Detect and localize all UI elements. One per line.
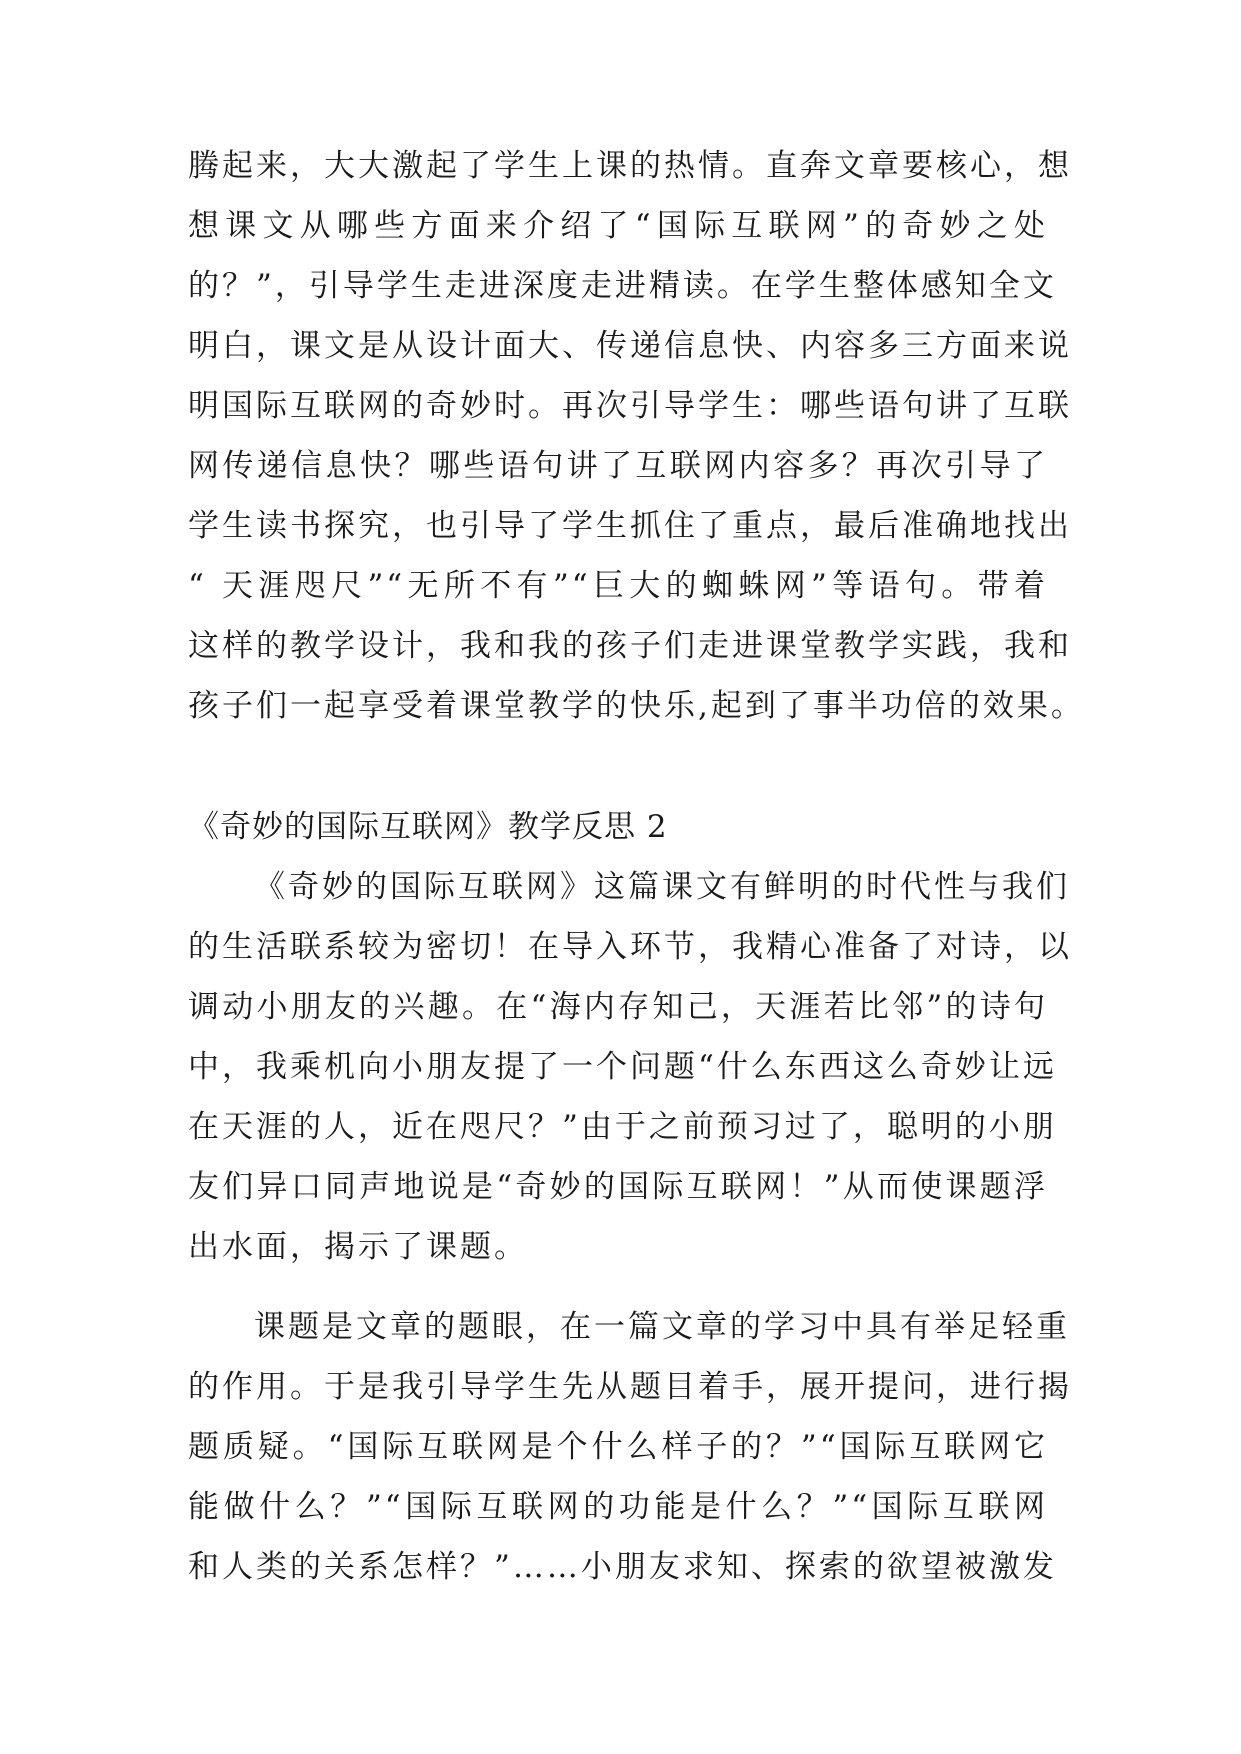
paragraph-line: 出水面，揭示了课题。	[188, 1229, 528, 1265]
paragraph-line: 《奇妙的国际互联网》这篇课文有鲜明的时代性与我们	[254, 869, 1070, 905]
paragraph-line: “ 天涯咫尺”“无所不有”“巨大的蜘蛛网”等语句。带着	[188, 568, 1048, 604]
paragraph-line: 学生读书探究，也引导了学生抓住了重点，最后准确地找出	[188, 508, 1072, 544]
intro-paragraph	[188, 136, 1085, 736]
paragraph-line: 网传递信息快？哪些语句讲了互联网内容多？再次引导了	[188, 448, 1048, 484]
paragraph-line: 明白，课文是从设计面大、传递信息快、内容多三方面来说	[188, 328, 1072, 364]
paragraph-line: 在天涯的人，近在咫尺？”由于之前预习过了，聪明的小朋	[188, 1109, 1057, 1145]
paragraph-line: 友们异口同声地说是“奇妙的国际互联网！”从而使课题浮	[188, 1169, 1048, 1205]
paragraph-3	[188, 1297, 1072, 1597]
paragraph-line: 中，我乘机向小朋友提了一个问题“什么东西这么奇妙让远	[188, 1049, 1057, 1085]
paragraph-line: 的作用。于是我引导学生先从题目着手，展开提问，进行揭	[188, 1369, 1072, 1405]
paragraph-line: 题质疑。“国际互联网是个什么样子的？”“国际互联网它	[188, 1429, 1048, 1465]
paragraph-line: 的？”，引导学生走进深度走进精读。在学生整体感知全文	[188, 268, 1057, 304]
paragraph-line: 想课文从哪些方面来介绍了“国际互联网”的奇妙之处	[188, 208, 1048, 244]
paragraph-line: 能做什么？”“国际互联网的功能是什么？”“国际互联网	[188, 1489, 1048, 1525]
paragraph-line: 调动小朋友的兴趣。在“海内存知己，天涯若比邻”的诗句	[188, 989, 1048, 1025]
paragraph-2	[188, 857, 1072, 1277]
paragraph-line: 这样的教学设计，我和我的孩子们走进课堂教学实践，我和	[188, 628, 1072, 664]
paragraph-line: 明国际互联网的奇妙时。再次引导学生：哪些语句讲了互联	[188, 388, 1072, 424]
paragraph-line: 孩子们一起享受着课堂教学的快乐,起到了事半功倍的效果。	[188, 688, 1085, 724]
paragraph-line: 腾起来，大大激起了学生上课的热情。直奔文章要核心，想	[188, 148, 1072, 184]
section-heading: 《奇妙的国际互联网》教学反思 2	[188, 809, 668, 845]
paragraph-line: 和人类的关系怎样？”……小朋友求知、探索的欲望被激发	[188, 1549, 1057, 1585]
paragraph-line: 课题是文章的题眼，在一篇文章的学习中具有举足轻重	[254, 1309, 1070, 1345]
paragraph-line: 的生活联系较为密切！在导入环节，我精心准备了对诗，以	[188, 929, 1072, 965]
